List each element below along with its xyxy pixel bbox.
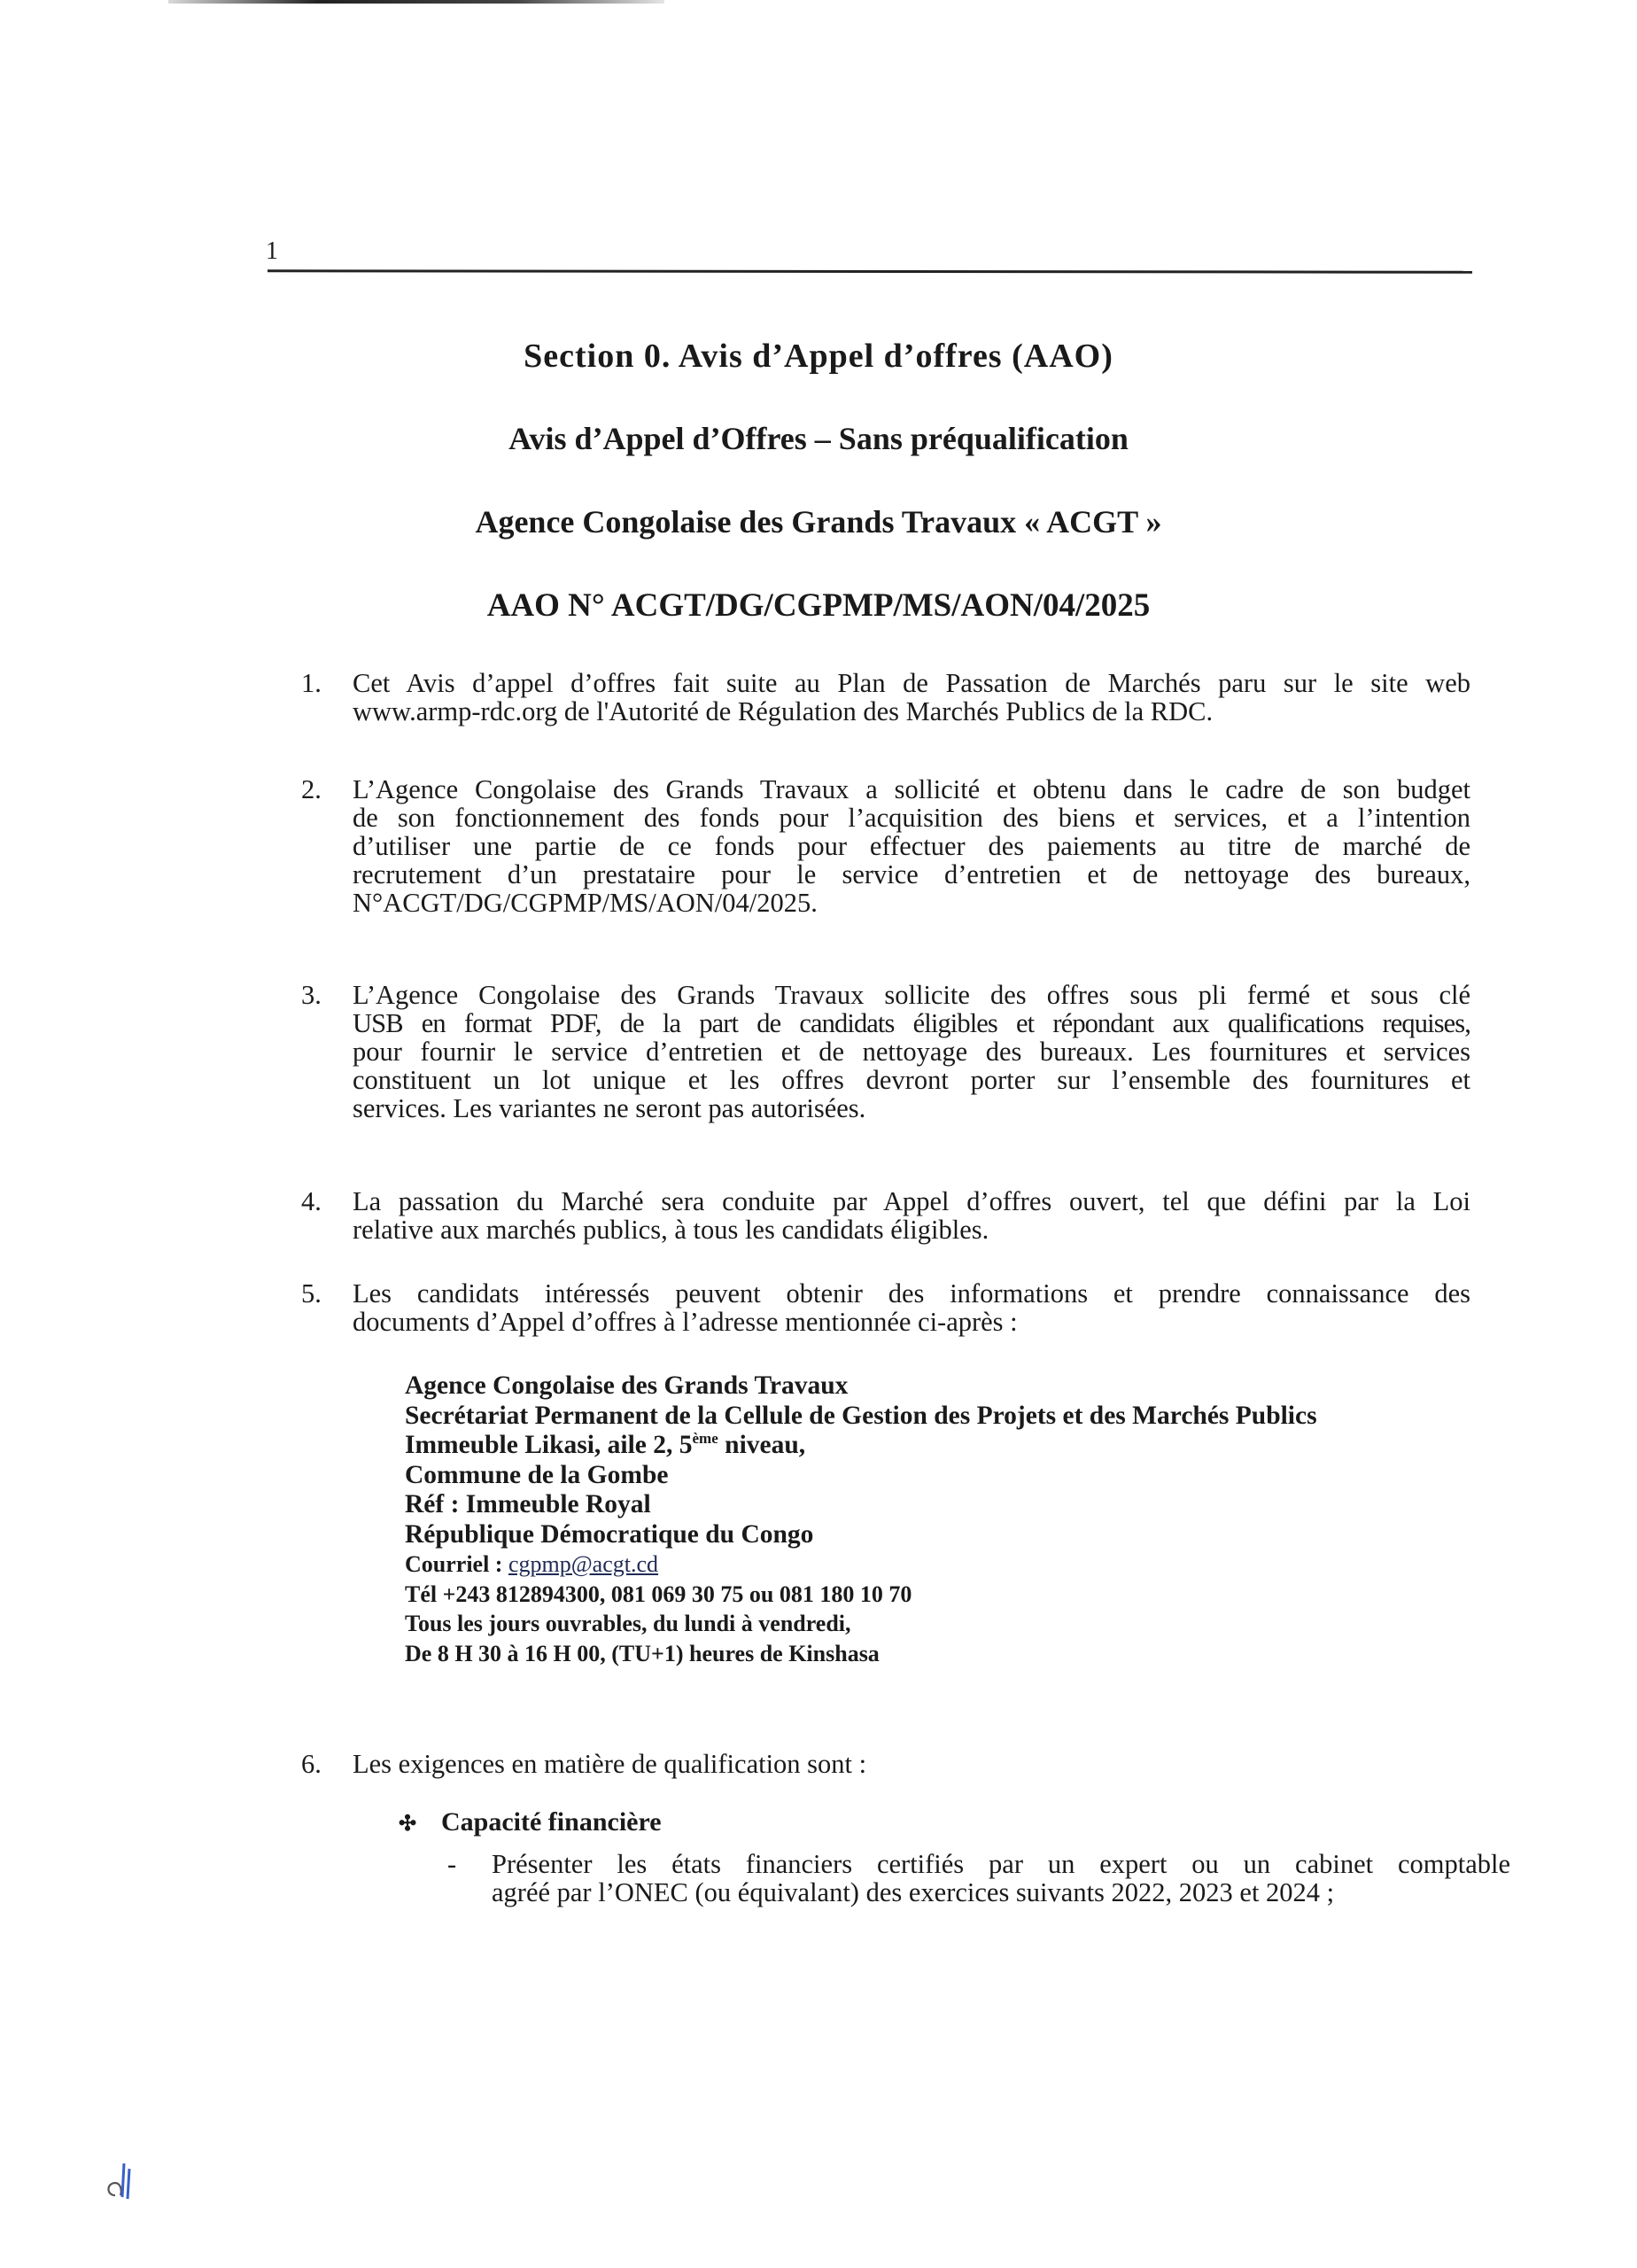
address-building-level: niveau, (718, 1431, 806, 1459)
address-building (405, 1431, 1317, 1461)
reference-title: AAO N° ACGT/DG/CGPMP/MS/AON/04/2025 (486, 587, 1151, 624)
page-number: 1 (266, 237, 278, 265)
dash-bullet: - (447, 1849, 457, 1879)
paragraph-line: L’Agence Congolaise des Grands Travaux sollicite des offres sous pli fermé et sous clé (353, 980, 1470, 1010)
address-agency: Agence Congolaise des Grands Travaux (405, 1371, 849, 1400)
paragraph-line: pour fournir le service d’entretien et de nettoyage des bureaux. Les fournitures et services (353, 1037, 1470, 1067)
list-number: 1. (301, 668, 322, 698)
scan-artifact-top (168, 0, 664, 4)
address-commune: Commune de la Gombe (405, 1460, 669, 1489)
paragraph-line: Les candidats intéressés peuvent obtenir des informations et prendre connaissance des (353, 1278, 1470, 1309)
list-number: 5. (301, 1278, 322, 1309)
address-ref: Réf : Immeuble Royal (405, 1490, 651, 1518)
list-number: 6. (301, 1749, 322, 1779)
paragraph-line: documents d’Appel d’offres à l’adresse mentionnée ci-après : (353, 1307, 1018, 1337)
paragraph-line: La passation du Marché sera conduite par Appel d’offres ouvert, tel que défini par la Loi (353, 1186, 1470, 1216)
list-item-3 (301, 981, 1470, 1122)
paragraph-line: recrutement d’un prestataire pour le service d’entretien et de nettoyage des bureaux, (353, 859, 1470, 889)
list-item-2 (301, 775, 1470, 917)
requirement-line: Présenter les états financiers certifiés par un expert ou un cabinet comptable (492, 1849, 1510, 1879)
address-phone: Tél +243 812894300, 081 069 30 75 ou 081 180 10 70 (405, 1581, 912, 1607)
requirement-line: agréé par l’ONEC (ou équivalant) des exercices suivants 2022, 2023 et 2024 ; (492, 1877, 1335, 1907)
paragraph-line: constituent un lot unique et les offres devront porter sur l’ensemble des fournitures et (353, 1065, 1470, 1095)
list-item-5 (301, 1279, 1470, 1336)
requirement-item (447, 1850, 1510, 1907)
address-building-sup: ème (692, 1430, 718, 1448)
address-email-line (405, 1550, 1317, 1580)
paragraph-line: relative aux marchés publics, à tous les candidats éligibles. (353, 1215, 989, 1245)
paragraph-line: Les exigences en matière de qualification sont : (353, 1749, 867, 1779)
email-link[interactable]: cgpmp@acgt.cd (508, 1551, 659, 1577)
notice-subtitle: Avis d’Appel d’Offres – Sans préqualification (508, 421, 1129, 456)
address-secretariat: Secrétariat Permanent de la Cellule de Gestion des Projets et des Marchés Publics (405, 1401, 1317, 1430)
list-item-4 (301, 1187, 1470, 1244)
paragraph-line: Cet Avis d’appel d’offres fait suite au Plan de Passation de Marchés paru sur le site web (353, 668, 1470, 698)
address-building-text: Immeuble Likasi, aile 2, 5 (405, 1431, 693, 1459)
address-days: Tous les jours ouvrables, du lundi à vendredi, (405, 1611, 851, 1636)
paragraph-line: de son fonctionnement des fonds pour l’acquisition des biens et services, et a l’intention (353, 803, 1470, 833)
four-diamond-bullet-icon: ✣ (399, 1813, 417, 1836)
list-number: 3. (301, 980, 322, 1010)
list-number: 4. (301, 1186, 322, 1216)
agency-title: Agence Congolaise des Grands Travaux « ACGT » (475, 504, 1162, 540)
email-label: Courriel : (405, 1551, 508, 1577)
header-rule (268, 269, 1472, 273)
paragraph-line: N°ACGT/DG/CGPMP/MS/AON/04/2025. (353, 888, 818, 918)
list-number: 2. (301, 774, 322, 804)
address-country: République Démocratique du Congo (405, 1519, 814, 1549)
list-item-1 (301, 669, 1470, 726)
list-item-6 (301, 1750, 1470, 1778)
qualification-subheading (399, 1807, 662, 1837)
handwritten-initials-icon (105, 2153, 158, 2206)
contact-address-block (405, 1371, 1317, 1668)
paragraph-line: d’utiliser une partie de ce fonds pour effectuer des paiements au titre de marché de (353, 831, 1470, 861)
subheading-text: Capacité financière (441, 1807, 662, 1837)
paragraph-line: USB en format PDF, de la part de candidats éligibles et répondant aux qualifications requises, (353, 1008, 1470, 1038)
paragraph-line: services. Les variantes ne seront pas autorisées. (353, 1093, 866, 1123)
address-hours: De 8 H 30 à 16 H 00, (TU+1) heures de Kinshasa (405, 1640, 880, 1666)
section-title: Section 0. Avis d’Appel d’offres (AAO) (524, 338, 1113, 375)
paragraph-line: L’Agence Congolaise des Grands Travaux a sollicité et obtenu dans le cadre de son budget (353, 774, 1470, 804)
paragraph-line: www.armp-rdc.org de l'Autorité de Régulation des Marchés Publics de la RDC. (353, 696, 1214, 726)
